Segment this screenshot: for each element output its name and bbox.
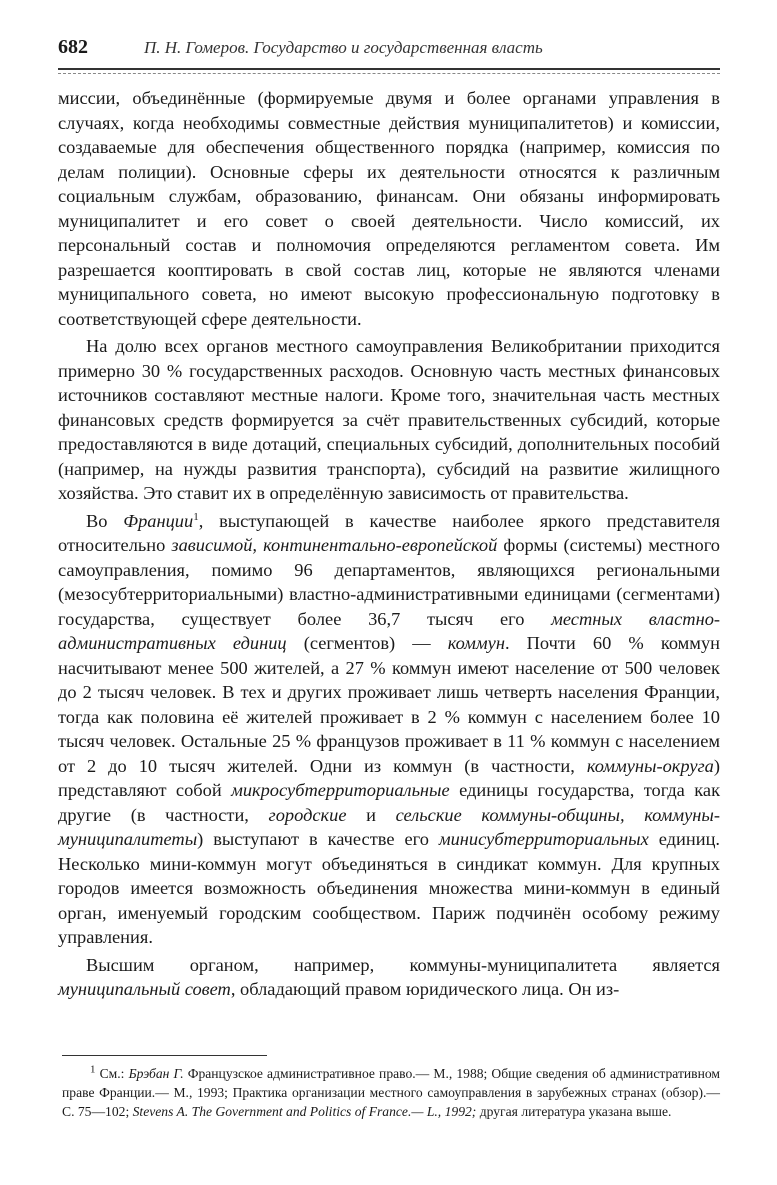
footnote-text-1: См.:: [95, 1066, 129, 1081]
p3-text-4: (сегментов) —: [286, 633, 448, 653]
page-number: 682: [58, 36, 88, 58]
p3-text-3: формы (системы) местного самоуправления, помимо 96 департаментов, являющихся региональными (мезосубтерриториальными) властно-административными единицами (сегментами) государства, существует более 36,7 тысяч его: [58, 535, 721, 629]
p3-italic-9: минисубтерриториальных: [438, 829, 649, 849]
paragraph-3: [58, 509, 720, 950]
page-header: [58, 36, 720, 66]
p3-italic-5: коммуны-округа: [586, 755, 714, 776]
p4-text-1: Высшим органом, например, коммуны-муниципалитета является: [86, 954, 720, 975]
p3-text-7: единицы государства, тогда как другие (в частности,: [58, 780, 720, 825]
p3-text-2: , выступающей в качестве наиболее яркого представителя относительно: [58, 510, 720, 555]
p3-text-9: ) выступают в качестве его: [197, 829, 439, 849]
header-rule-secondary: [58, 73, 720, 74]
footnote-reference: 1: [193, 510, 199, 523]
p3-text-8: и: [346, 804, 396, 825]
paragraph-1: миссии, объединённые (формируемые двумя и более органами управления в случаях, когда необходимы совместные действия муниципалитетов) и комиссии, создаваемые для обеспечения общественного порядка (например, комиссия по делам полиции). Основные сферы их деятельности относятся к различным социальным службам, образованию, финансам. Они обязаны информировать муниципалитет и его совет о своей деятельности. Число комиссий, их персональный состав и полномочия определяются регламентом совета. Им разрешается кооптировать в свой состав лиц, которые не являются членами муниципального совета, но имеют высокую профессиональную подготовку в соответствующей сфере деятельности.: [58, 88, 720, 329]
footnote: [62, 1064, 720, 1121]
running-title: П. Н. Гомеров. Государство и государственная власть: [144, 38, 543, 57]
p3-text-6: ) представляют собой: [58, 755, 720, 800]
footnote-italic-1: Брэбан Г.: [128, 1066, 184, 1081]
p3-italic-6: микросубтерриториальные: [231, 780, 450, 800]
p3-text-1: Во: [86, 510, 124, 531]
p4-text-2: , обладающий правом юридического лица. Он из-: [230, 979, 620, 999]
footnote-rule: [62, 1055, 267, 1056]
footnote-text-2: Французское административное право.— М., 1988; Общие сведения об административном праве Франции.— М., 1993; Практика организации местного самоуправления в зарубежных странах (обзор).— С. 75—102;: [62, 1066, 720, 1119]
p3-italic-2: зависимой, континентально-европейской: [171, 535, 498, 555]
p3-text-5: . Почти 60 % коммун насчитывают менее 500 жителей, а 27 % коммун имеют население от 500 человек до 2 тысяч человек. В тех и других проживает лишь четверть населения Франции, тогда как половина её жителей проживает в 2 % коммун с населением более 10 тысяч человек. Остальные 25 % французов проживает в 11 % коммун с населением от 2 до 10 тысяч жителей. Одни из коммун (в частности,: [58, 633, 720, 776]
header-rule: [58, 68, 720, 70]
footnote-italic-2: Stevens A. The Government and Politics of France.— L., 1992;: [132, 1104, 477, 1119]
p3-italic-8: сельские коммуны-общины, коммуны-муниципалитеты: [58, 804, 720, 849]
p3-italic-communes: коммун: [447, 633, 505, 653]
p3-text-10: единиц. Несколько мини-коммун могут объединяться в синдикат коммун. Для крупных городов имеется возможность объединения множества мини-коммун в единый орган, именуемый городским сообществом. Париж подчинён особому режиму управления.: [58, 829, 721, 947]
p3-italic-france: Франции: [123, 510, 194, 531]
footnote-text-3: другая литература указана выше.: [476, 1104, 672, 1119]
p3-italic-7: городские: [268, 804, 347, 825]
paragraph-2: На долю всех органов местного самоуправления Великобритании приходится примерно 30 % государственных расходов. Основную часть местных финансовых источников составляют местные налоги. Кроме того, значительная часть местных финансовых средств формируется за счёт правительственных субсидий, которые предоставляются в виде дотаций, специальных субсидий, дополнительных пособий (например, на нужды развития транспорта), субсидий на развитие жилищного хозяйства. Это ставит их в определённую зависимость от правительства.: [58, 336, 720, 503]
p3-italic-3: местных властно-административных единиц: [58, 608, 721, 653]
p4-italic-1: муниципальный совет: [58, 979, 231, 999]
body-text: [58, 86, 720, 1002]
paragraph-4: [58, 953, 720, 1002]
footnote-mark: 1: [90, 1063, 96, 1076]
